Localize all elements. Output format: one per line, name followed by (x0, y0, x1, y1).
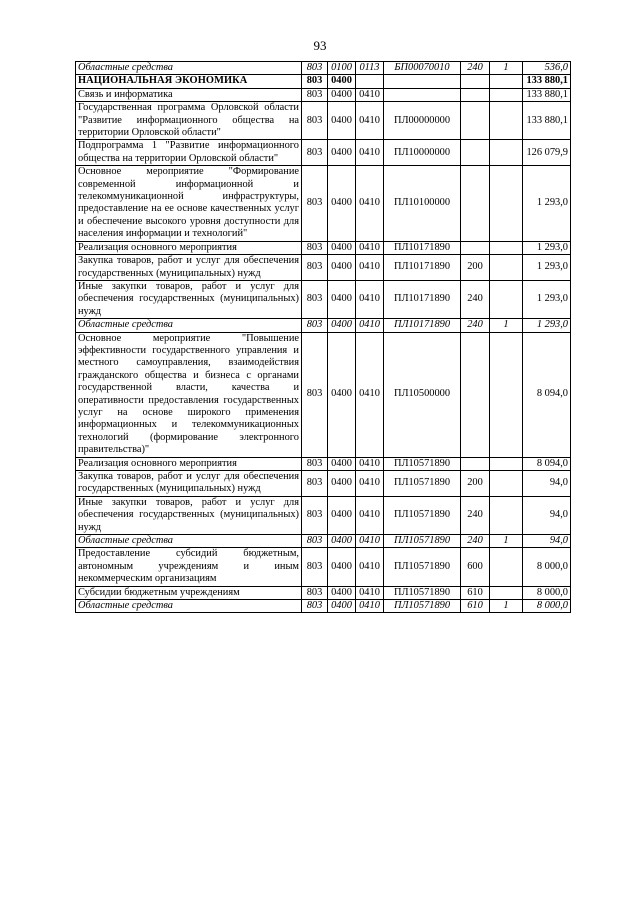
ministry-code-cell: 803 (302, 62, 328, 75)
item-name-cell: Связь и информатика (76, 88, 302, 101)
subsection-code-cell (356, 75, 384, 88)
section-code-cell: 0400 (328, 496, 356, 534)
section-code-cell: 0400 (328, 241, 356, 254)
item-name-cell: Областные средства (76, 600, 302, 613)
ministry-code-cell: 803 (302, 496, 328, 534)
expense-type-cell (461, 457, 490, 470)
ministry-code-cell: 803 (302, 280, 328, 318)
expense-type-cell: 240 (461, 319, 490, 332)
expense-type-cell: 240 (461, 496, 490, 534)
funding-source-cell: 1 (490, 600, 523, 613)
ministry-code-cell: 803 (302, 535, 328, 548)
amount-cell: 126 079,9 (523, 140, 571, 166)
amount-cell: 133 880,1 (523, 88, 571, 101)
table-row (76, 88, 571, 101)
subsection-code-cell: 0410 (356, 280, 384, 318)
table-row (76, 280, 571, 318)
ministry-code-cell: 803 (302, 241, 328, 254)
funding-source-cell: 1 (490, 62, 523, 75)
table-row (76, 600, 571, 613)
table-row (76, 496, 571, 534)
ministry-code-cell: 803 (302, 471, 328, 497)
funding-source-cell: 1 (490, 319, 523, 332)
expense-type-cell: 200 (461, 255, 490, 281)
subsection-code-cell: 0410 (356, 496, 384, 534)
section-code-cell: 0100 (328, 62, 356, 75)
target-article-cell: ПЛ10571890 (384, 471, 461, 497)
page-number: 93 (313, 38, 327, 53)
funding-source-cell (490, 102, 523, 140)
item-name-cell: Предоставление субсидий бюджетным, автономным учреждениям и иным некоммерческим организациям (76, 548, 302, 586)
expense-type-cell (461, 75, 490, 88)
item-name-cell: Областные средства (76, 535, 302, 548)
subsection-code-cell: 0410 (356, 140, 384, 166)
funding-source-cell (490, 496, 523, 534)
table-row (76, 166, 571, 241)
expense-type-cell: 610 (461, 600, 490, 613)
amount-cell: 8 000,0 (523, 600, 571, 613)
expense-type-cell: 240 (461, 535, 490, 548)
table-row (76, 140, 571, 166)
expense-type-cell (461, 102, 490, 140)
item-name-cell: Областные средства (76, 319, 302, 332)
item-name-cell: НАЦИОНАЛЬНАЯ ЭКОНОМИКА (76, 75, 302, 88)
item-name-cell: Иные закупки товаров, работ и услуг для обеспечения государственных (муниципальных) нужд (76, 280, 302, 318)
section-code-cell: 0400 (328, 332, 356, 457)
amount-cell: 8 000,0 (523, 586, 571, 599)
item-name-cell: Подпрограмма 1 "Развитие информационного общества на территории Орловской области" (76, 140, 302, 166)
expense-type-cell: 240 (461, 62, 490, 75)
table-row (76, 471, 571, 497)
expense-type-cell (461, 166, 490, 241)
funding-source-cell (490, 166, 523, 241)
target-article-cell: ПЛ10171890 (384, 255, 461, 281)
ministry-code-cell: 803 (302, 332, 328, 457)
table-row (76, 255, 571, 281)
section-code-cell: 0400 (328, 280, 356, 318)
subsection-code-cell: 0410 (356, 241, 384, 254)
item-name-cell: Закупка товаров, работ и услуг для обеспечения государственных (муниципальных) нужд (76, 255, 302, 281)
amount-cell: 8 094,0 (523, 457, 571, 470)
section-code-cell: 0400 (328, 88, 356, 101)
table-row (76, 535, 571, 548)
subsection-code-cell: 0410 (356, 102, 384, 140)
funding-source-cell: 1 (490, 535, 523, 548)
amount-cell: 94,0 (523, 496, 571, 534)
expense-type-cell: 610 (461, 586, 490, 599)
subsection-code-cell: 0410 (356, 600, 384, 613)
amount-cell: 8 094,0 (523, 332, 571, 457)
amount-cell: 133 880,1 (523, 75, 571, 88)
item-name-cell: Областные средства (76, 62, 302, 75)
subsection-code-cell: 0410 (356, 332, 384, 457)
target-article-cell: ПЛ10171890 (384, 280, 461, 318)
subsection-code-cell: 0410 (356, 88, 384, 101)
table-row (76, 62, 571, 75)
ministry-code-cell: 803 (302, 586, 328, 599)
target-article-cell (384, 88, 461, 101)
section-code-cell: 0400 (328, 140, 356, 166)
table-row (76, 586, 571, 599)
amount-cell: 1 293,0 (523, 241, 571, 254)
target-article-cell: ПЛ00000000 (384, 102, 461, 140)
section-code-cell: 0400 (328, 102, 356, 140)
funding-source-cell (490, 457, 523, 470)
budget-table-body (76, 62, 571, 613)
target-article-cell: ПЛ10571890 (384, 496, 461, 534)
budget-table (75, 61, 571, 613)
section-code-cell: 0400 (328, 166, 356, 241)
item-name-cell: Реализация основного мероприятия (76, 241, 302, 254)
item-name-cell: Иные закупки товаров, работ и услуг для обеспечения государственных (муниципальных) нужд (76, 496, 302, 534)
target-article-cell: БП00070010 (384, 62, 461, 75)
section-code-cell: 0400 (328, 255, 356, 281)
item-name-cell: Субсидии бюджетным учреждениям (76, 586, 302, 599)
expense-type-cell (461, 241, 490, 254)
item-name-cell: Основное мероприятие "Формирование современной информационной и телекоммуникационной инфраструктуры, предоставление на ее основе качественных услуг и обеспечение высокого уровня доступности для населения информации и технологий" (76, 166, 302, 241)
ministry-code-cell: 803 (302, 255, 328, 281)
expense-type-cell: 600 (461, 548, 490, 586)
section-code-cell: 0400 (328, 548, 356, 586)
table-row (76, 241, 571, 254)
subsection-code-cell: 0410 (356, 319, 384, 332)
table-row (76, 457, 571, 470)
table-row (76, 75, 571, 88)
amount-cell: 1 293,0 (523, 166, 571, 241)
amount-cell: 536,0 (523, 62, 571, 75)
funding-source-cell (490, 548, 523, 586)
table-row (76, 548, 571, 586)
subsection-code-cell: 0410 (356, 548, 384, 586)
expense-type-cell: 200 (461, 471, 490, 497)
amount-cell: 1 293,0 (523, 255, 571, 281)
amount-cell: 133 880,1 (523, 102, 571, 140)
ministry-code-cell: 803 (302, 600, 328, 613)
item-name-cell: Основное мероприятие "Повышение эффективности государственного управления и местного самоуправления, взаимодействия гражданского общества и бизнеса с органами государственной власти, качества и оперативности предоставления государственных услуг на основе широкого применения информационных и телекоммуникационных технологий (формирование электронного правительства)" (76, 332, 302, 457)
table-row (76, 102, 571, 140)
funding-source-cell (490, 586, 523, 599)
amount-cell: 1 293,0 (523, 319, 571, 332)
funding-source-cell (490, 471, 523, 497)
target-article-cell: ПЛ10571890 (384, 548, 461, 586)
funding-source-cell (490, 88, 523, 101)
target-article-cell: ПЛ10571890 (384, 535, 461, 548)
expense-type-cell (461, 140, 490, 166)
funding-source-cell (490, 332, 523, 457)
item-name-cell: Закупка товаров, работ и услуг для обеспечения государственных (муниципальных) нужд (76, 471, 302, 497)
amount-cell: 1 293,0 (523, 280, 571, 318)
subsection-code-cell: 0410 (356, 255, 384, 281)
expense-type-cell (461, 88, 490, 101)
item-name-cell: Реализация основного мероприятия (76, 457, 302, 470)
section-code-cell: 0400 (328, 600, 356, 613)
expense-type-cell (461, 332, 490, 457)
ministry-code-cell: 803 (302, 88, 328, 101)
section-code-cell: 0400 (328, 75, 356, 88)
amount-cell: 94,0 (523, 535, 571, 548)
ministry-code-cell: 803 (302, 457, 328, 470)
ministry-code-cell: 803 (302, 102, 328, 140)
target-article-cell: ПЛ10171890 (384, 241, 461, 254)
funding-source-cell (490, 255, 523, 281)
section-code-cell: 0400 (328, 457, 356, 470)
amount-cell: 8 000,0 (523, 548, 571, 586)
ministry-code-cell: 803 (302, 319, 328, 332)
target-article-cell: ПЛ10500000 (384, 332, 461, 457)
subsection-code-cell: 0410 (356, 586, 384, 599)
ministry-code-cell: 803 (302, 140, 328, 166)
target-article-cell: ПЛ10571890 (384, 600, 461, 613)
funding-source-cell (490, 75, 523, 88)
target-article-cell: ПЛ10571890 (384, 457, 461, 470)
funding-source-cell (490, 241, 523, 254)
amount-cell: 94,0 (523, 471, 571, 497)
subsection-code-cell: 0410 (356, 166, 384, 241)
section-code-cell: 0400 (328, 471, 356, 497)
ministry-code-cell: 803 (302, 548, 328, 586)
subsection-code-cell: 0410 (356, 535, 384, 548)
table-row (76, 319, 571, 332)
section-code-cell: 0400 (328, 319, 356, 332)
subsection-code-cell: 0113 (356, 62, 384, 75)
table-row (76, 332, 571, 457)
funding-source-cell (490, 140, 523, 166)
subsection-code-cell: 0410 (356, 471, 384, 497)
target-article-cell: ПЛ10171890 (384, 319, 461, 332)
target-article-cell (384, 75, 461, 88)
ministry-code-cell: 803 (302, 166, 328, 241)
subsection-code-cell: 0410 (356, 457, 384, 470)
target-article-cell: ПЛ10571890 (384, 586, 461, 599)
section-code-cell: 0400 (328, 535, 356, 548)
target-article-cell: ПЛ10000000 (384, 140, 461, 166)
target-article-cell: ПЛ10100000 (384, 166, 461, 241)
funding-source-cell (490, 280, 523, 318)
item-name-cell: Государственная программа Орловской области "Развитие информационного общества на территории Орловской области" (76, 102, 302, 140)
expense-type-cell: 240 (461, 280, 490, 318)
ministry-code-cell: 803 (302, 75, 328, 88)
section-code-cell: 0400 (328, 586, 356, 599)
